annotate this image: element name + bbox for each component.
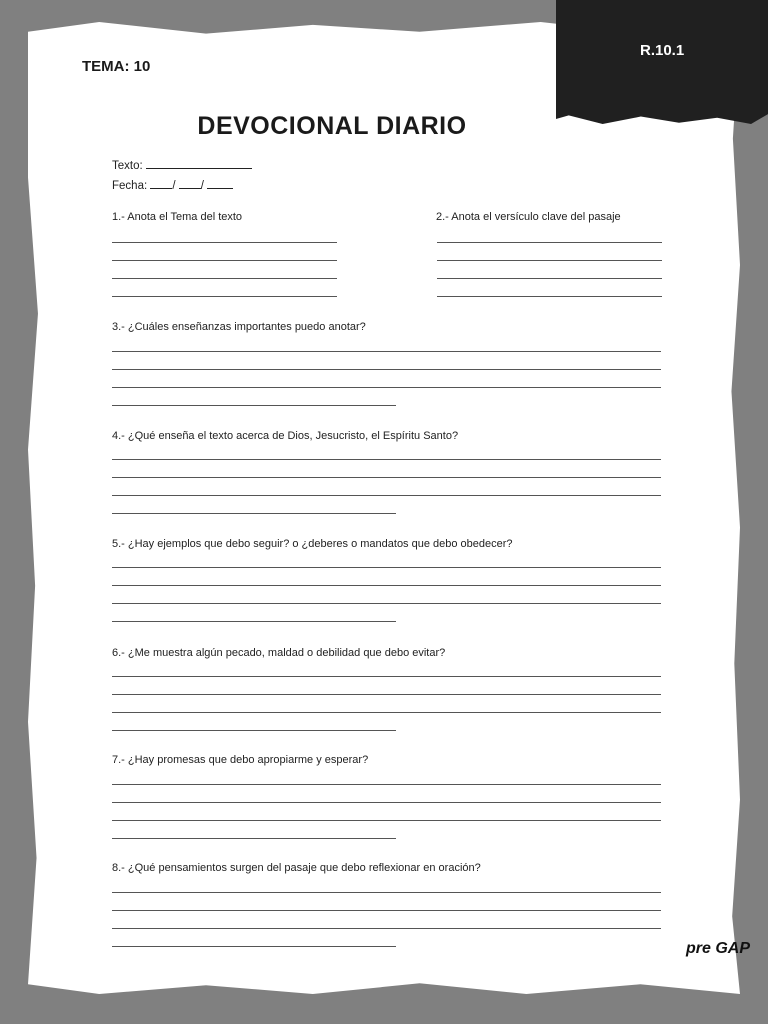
texto-field [112, 158, 252, 172]
answer-line[interactable] [112, 278, 337, 279]
answer-line[interactable] [112, 603, 661, 604]
answer-line[interactable] [112, 387, 661, 388]
answer-line[interactable] [112, 351, 661, 352]
fecha-month-blank[interactable] [179, 178, 201, 189]
answer-line[interactable] [112, 369, 661, 370]
pregap-logo: pre GAP [686, 940, 751, 957]
answer-line[interactable] [437, 242, 662, 243]
question-7: 7.- ¿Hay promesas que debo apropiarme y esperar? [112, 754, 369, 766]
texto-blank[interactable] [146, 158, 252, 169]
tema-label: TEMA: 10 [82, 58, 151, 75]
answer-line[interactable] [112, 820, 661, 821]
answer-line[interactable] [437, 296, 662, 297]
answer-line[interactable] [112, 892, 661, 893]
answer-line[interactable] [112, 928, 661, 929]
page-title: DEVOCIONAL DIARIO [197, 112, 467, 140]
question-1: 1.- Anota el Tema del texto [112, 211, 243, 223]
answer-line[interactable] [112, 712, 661, 713]
answer-line[interactable] [112, 784, 661, 785]
answer-line[interactable] [437, 260, 662, 261]
question-5: 5.- ¿Hay ejemplos que debo seguir? o ¿deberes o mandatos que debo obedecer? [112, 538, 513, 550]
fecha-sep-1: / [172, 180, 176, 192]
answer-line[interactable] [112, 260, 337, 261]
answer-line[interactable] [112, 242, 337, 243]
question-2: 2.- Anota el versículo clave del pasaje [436, 211, 621, 223]
answer-line[interactable] [437, 278, 662, 279]
fecha-year-blank[interactable] [207, 178, 233, 189]
fecha-field [112, 178, 233, 192]
answer-line[interactable] [112, 802, 661, 803]
answer-line[interactable] [112, 621, 396, 622]
fecha-sep-2: / [200, 180, 204, 192]
corner-tag [556, 0, 768, 124]
answer-line[interactable] [112, 910, 661, 911]
page-code: R.10.1 [640, 42, 685, 59]
question-6: 6.- ¿Me muestra algún pecado, maldad o debilidad que debo evitar? [112, 647, 446, 659]
answer-line[interactable] [112, 405, 396, 406]
texto-label: Texto: [112, 160, 143, 172]
question-3: 3.- ¿Cuáles enseñanzas importantes puedo anotar? [112, 321, 366, 333]
answer-line[interactable] [112, 585, 661, 586]
answer-line[interactable] [112, 946, 396, 947]
answer-line[interactable] [112, 296, 337, 297]
answer-line[interactable] [112, 676, 661, 677]
answer-line[interactable] [112, 694, 661, 695]
question-8: 8.- ¿Qué pensamientos surgen del pasaje que debo reflexionar en oración? [112, 862, 481, 874]
answer-line[interactable] [112, 459, 661, 460]
answer-line[interactable] [112, 730, 396, 731]
answer-line[interactable] [112, 477, 661, 478]
answer-line[interactable] [112, 495, 661, 496]
question-4: 4.- ¿Qué enseña el texto acerca de Dios, Jesucristo, el Espíritu Santo? [112, 430, 459, 442]
answer-line[interactable] [112, 513, 396, 514]
answer-line[interactable] [112, 567, 661, 568]
fecha-day-blank[interactable] [150, 178, 172, 189]
answer-line[interactable] [112, 838, 396, 839]
fecha-label: Fecha: [112, 180, 148, 192]
